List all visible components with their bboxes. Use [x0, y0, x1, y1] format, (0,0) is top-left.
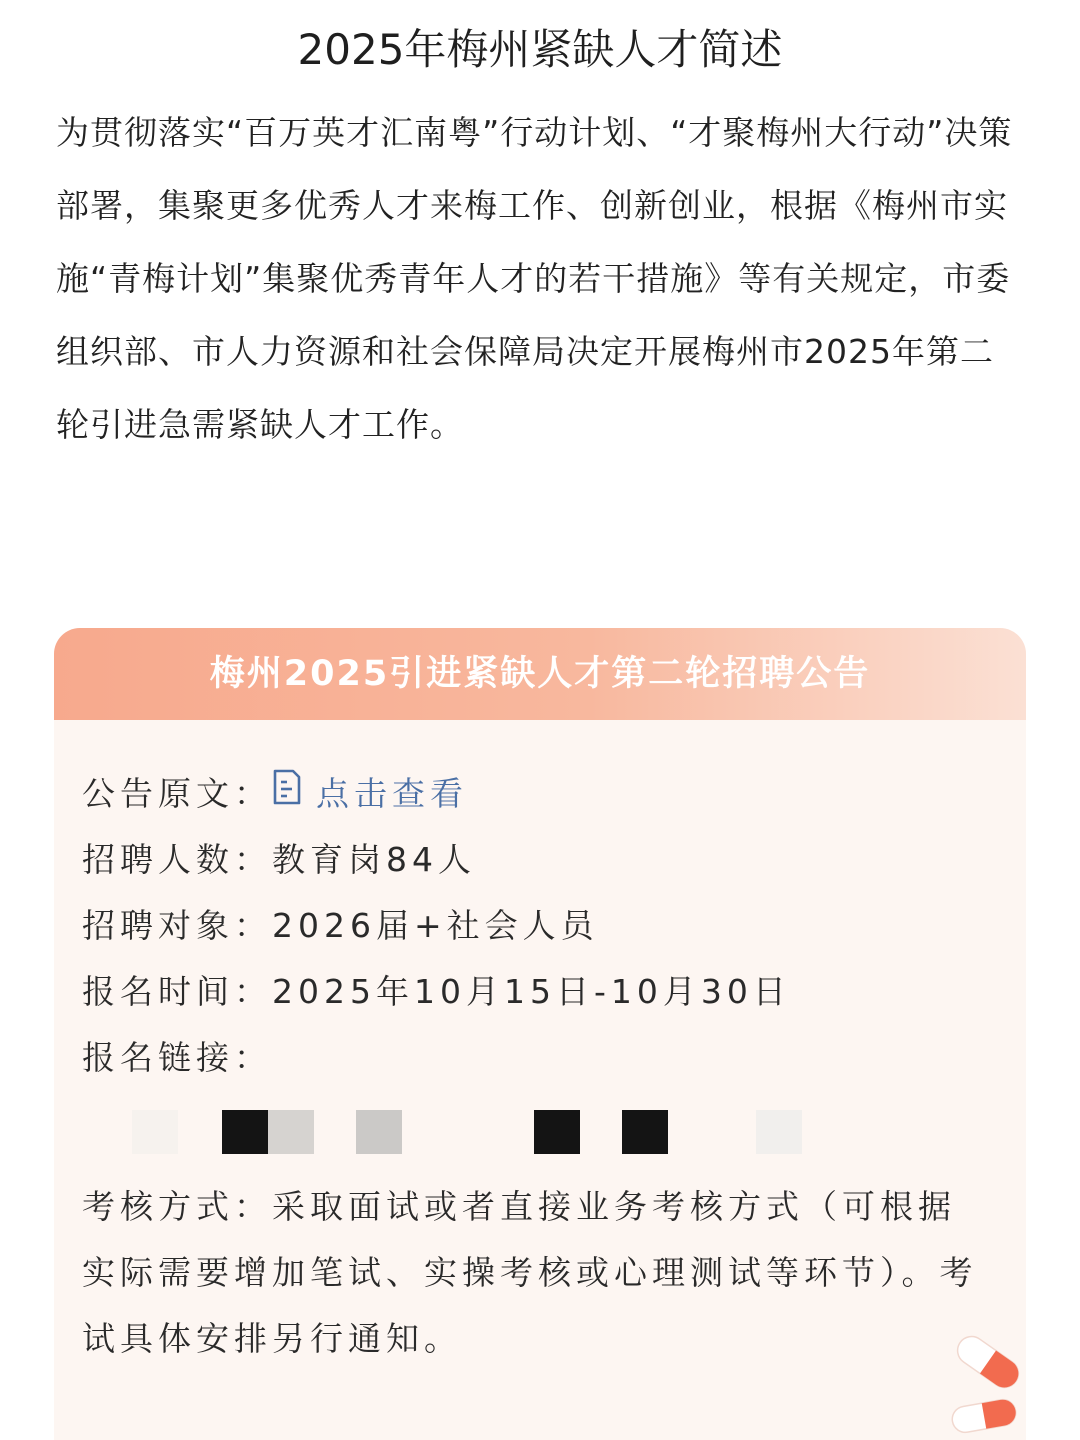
row-signup-link [82, 1034, 272, 1080]
page-title: 2025年梅州紧缺人才简述 [297, 25, 783, 74]
row-value: 2025年10月15日-10月30日 [272, 971, 791, 1011]
redaction-block [756, 1110, 802, 1154]
row-announcement-original [82, 770, 468, 816]
view-announcement-link[interactable] [272, 772, 468, 816]
card-title: 梅州2025引进紧缺人才第二轮招聘公告 [209, 654, 871, 694]
card-header [54, 628, 1026, 720]
redaction-block [534, 1110, 580, 1154]
row-label: 公告原文： [82, 773, 272, 813]
row-recruit-target [82, 902, 599, 948]
announcement-card [54, 628, 1026, 1440]
redaction-block [268, 1110, 314, 1154]
row-label: 招聘人数： [82, 839, 272, 879]
redaction-block [622, 1110, 668, 1154]
row-signup-time [82, 968, 791, 1014]
document-icon [272, 769, 302, 816]
row-value: 2026届+社会人员 [272, 905, 599, 945]
view-announcement-label: 点击查看 [316, 773, 468, 813]
assessment-method [82, 1174, 982, 1372]
row-label: 报名链接： [82, 1037, 272, 1077]
row-label: 招聘对象： [82, 905, 272, 945]
redaction-block [356, 1110, 402, 1154]
intro-paragraph: 为贯彻落实“百万英才汇南粤”行动计划、“才聚梅州大行动”决策部署，集聚更多优秀人才来梅工作、创新创业，根据《梅州市实施“青梅计划”集聚优秀青年人才的若干措施》等有关规定，市委组织部、市人力资源和社会保障局决定开展梅州市2025年第二轮引进急需紧缺人才工作。 [56, 113, 1013, 444]
redaction-block [222, 1110, 268, 1154]
row-value: 教育岗84人 [272, 839, 476, 879]
row-label: 报名时间： [82, 971, 272, 1011]
method-label: 考核方式： [82, 1187, 272, 1226]
method-value: 采取面试或者直接业务考核方式（可根据实际需要增加笔试、实操考核或心理测试等环节）。考试具体安排另行通知。 [82, 1187, 978, 1358]
redaction-block [132, 1110, 178, 1154]
capsule-pills-icon [926, 1326, 1026, 1440]
row-recruit-count [82, 836, 476, 882]
